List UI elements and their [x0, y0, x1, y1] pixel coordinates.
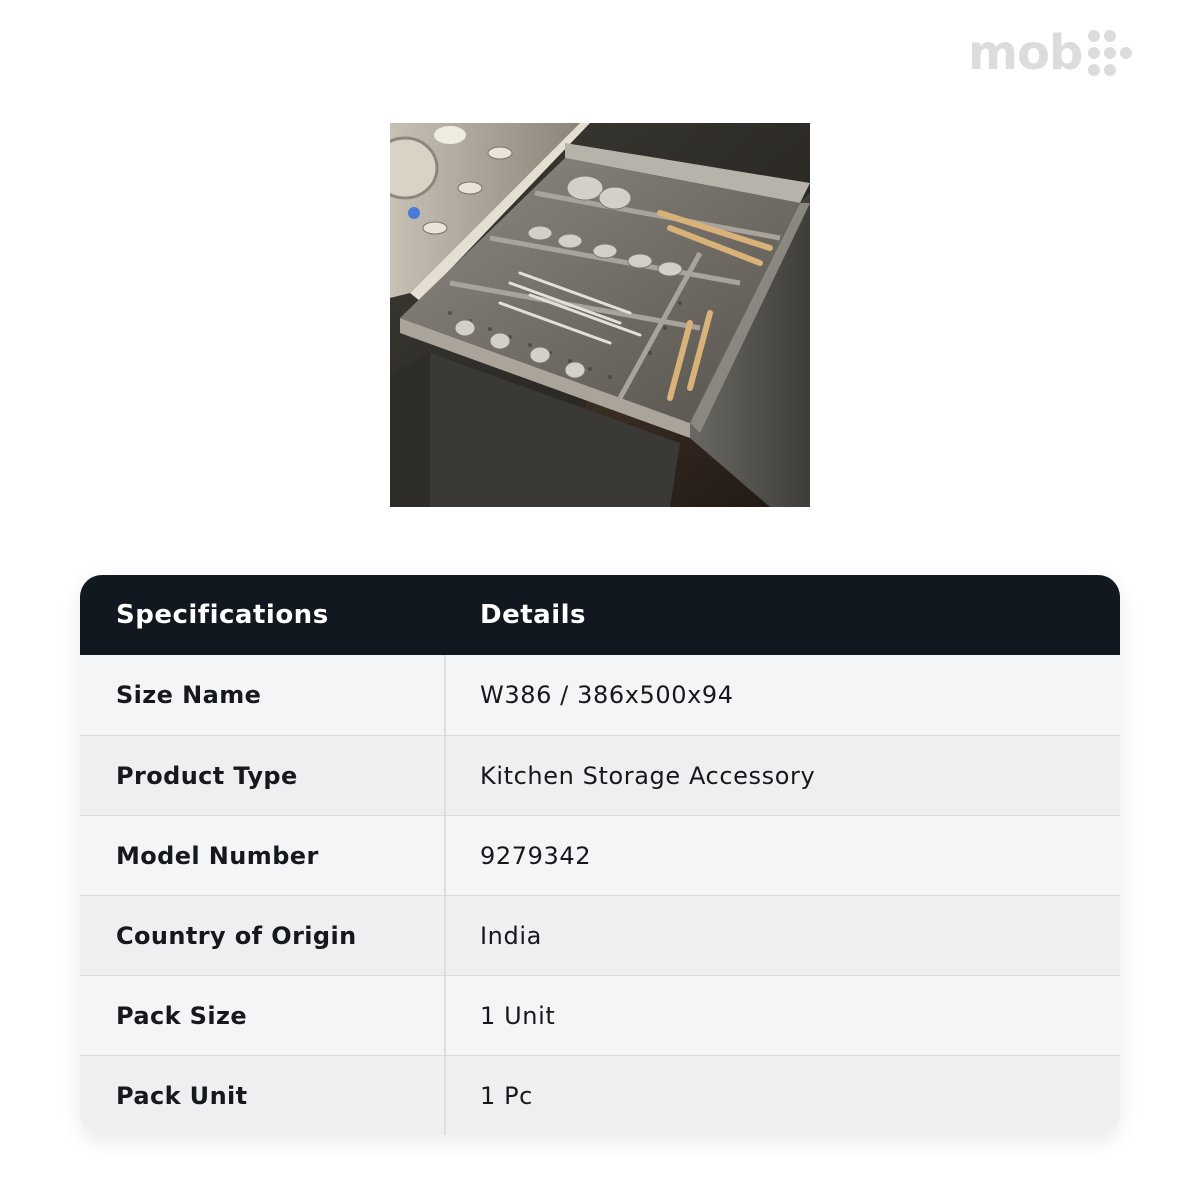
spec-table-body	[80, 655, 1120, 1135]
table-row	[80, 815, 1120, 895]
table-row	[80, 735, 1120, 815]
row-label: Model Number	[80, 816, 446, 895]
row-value: 1 Unit	[480, 1001, 556, 1030]
brand-logo	[968, 26, 1136, 80]
table-row	[80, 895, 1120, 975]
product-image	[390, 123, 810, 507]
row-label: Pack Size	[80, 976, 446, 1055]
row-label: Country of Origin	[80, 896, 446, 975]
spec-table	[80, 575, 1120, 1135]
row-label: Pack Unit	[80, 1056, 446, 1135]
table-row	[80, 975, 1120, 1055]
spec-table-header	[80, 575, 1120, 655]
row-label: Product Type	[80, 736, 446, 815]
kitchen-drawer-organizer-icon	[390, 123, 810, 507]
row-value: India	[480, 921, 542, 950]
row-value: W386 / 386x500x94	[480, 681, 734, 709]
header-specifications: Specifications	[116, 600, 329, 630]
brand-logo-text: mob	[968, 25, 1083, 81]
row-value: Kitchen Storage Accessory	[480, 761, 816, 790]
row-value: 9279342	[480, 841, 592, 870]
table-row	[80, 655, 1120, 735]
row-label: Size Name	[80, 655, 446, 735]
row-value: 1 Pc	[480, 1081, 533, 1110]
header-details: Details	[480, 600, 586, 630]
table-row	[80, 1055, 1120, 1135]
brand-dots-icon	[1084, 28, 1136, 80]
